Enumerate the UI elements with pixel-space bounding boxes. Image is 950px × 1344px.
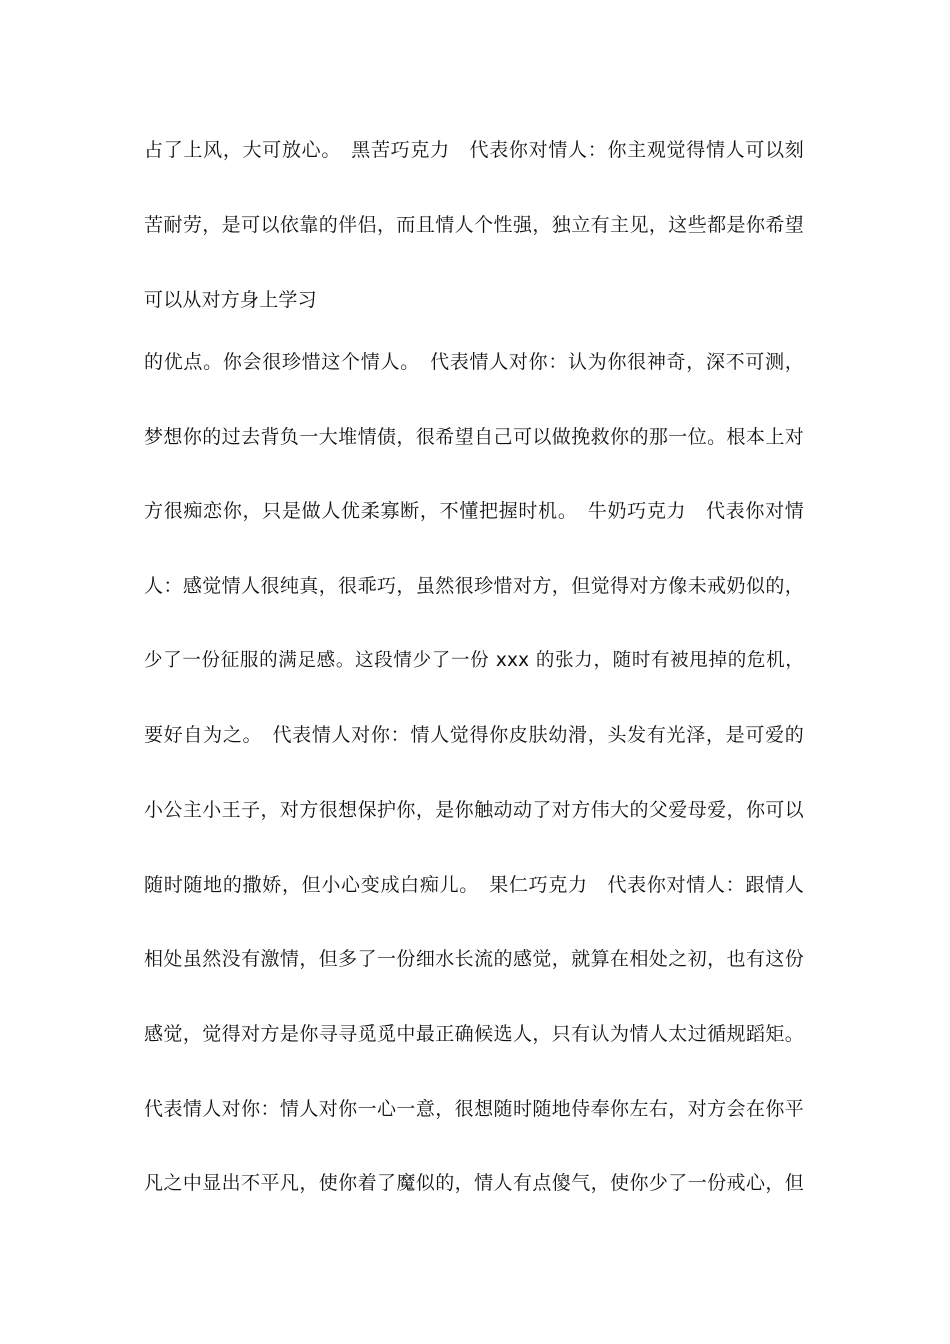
text-line: 代表情人对你：情人对你一心一意，很想随时随地侍奉你左右，对方会在你平 [144, 1098, 804, 1120]
text-line: 占了上风，大可放心。 黑苦巧克力 代表你对情人：你主观觉得情人可以刻 [144, 139, 804, 161]
text-line: 要好自为之。 代表情人对你：情人觉得你皮肤幼滑，头发有光泽，是可爱的 [144, 724, 804, 746]
text-line: 随时随地的撒娇，但小心变成白痴儿。 果仁巧克力 代表你对情人：跟情人 [144, 874, 804, 896]
text-line: 的优点。你会很珍惜这个情人。 代表情人对你：认为你很神奇，深不可测， [144, 351, 804, 373]
text-line: 凡之中显出不平凡，使你着了魔似的，情人有点傻气，使你少了一份戒心，但 [144, 1172, 804, 1194]
text-line: 可以从对方身上学习 [144, 289, 317, 311]
text-line: 相处虽然没有激情，但多了一份细水长流的感觉，就算在相处之初，也有这份 [144, 948, 804, 970]
text-line: 方很痴恋你，只是做人优柔寡断，不懂把握时机。 牛奶巧克力 代表你对情 [144, 500, 804, 522]
text-line: 少了一份征服的满足感。这段情少了一份 xxx 的张力，随时有被甩掉的危机， [144, 650, 804, 671]
text-line: 梦想你的过去背负一大堆情债，很希望自己可以做挽救你的那一位。根本上对 [144, 426, 804, 448]
text-line: 人：感觉情人很纯真，很乖巧，虽然很珍惜对方，但觉得对方像未戒奶似的， [144, 575, 804, 597]
text-line: 感觉，觉得对方是你寻寻觅觅中最正确候选人，只有认为情人太过循规蹈矩。 [144, 1023, 804, 1045]
text-line: 苦耐劳，是可以依靠的伴侣，而且情人个性强，独立有主见，这些都是你希望 [144, 214, 804, 236]
text-line: 小公主小王子，对方很想保护你，是你触动动了对方伟大的父爱母爱，你可以 [144, 799, 804, 821]
